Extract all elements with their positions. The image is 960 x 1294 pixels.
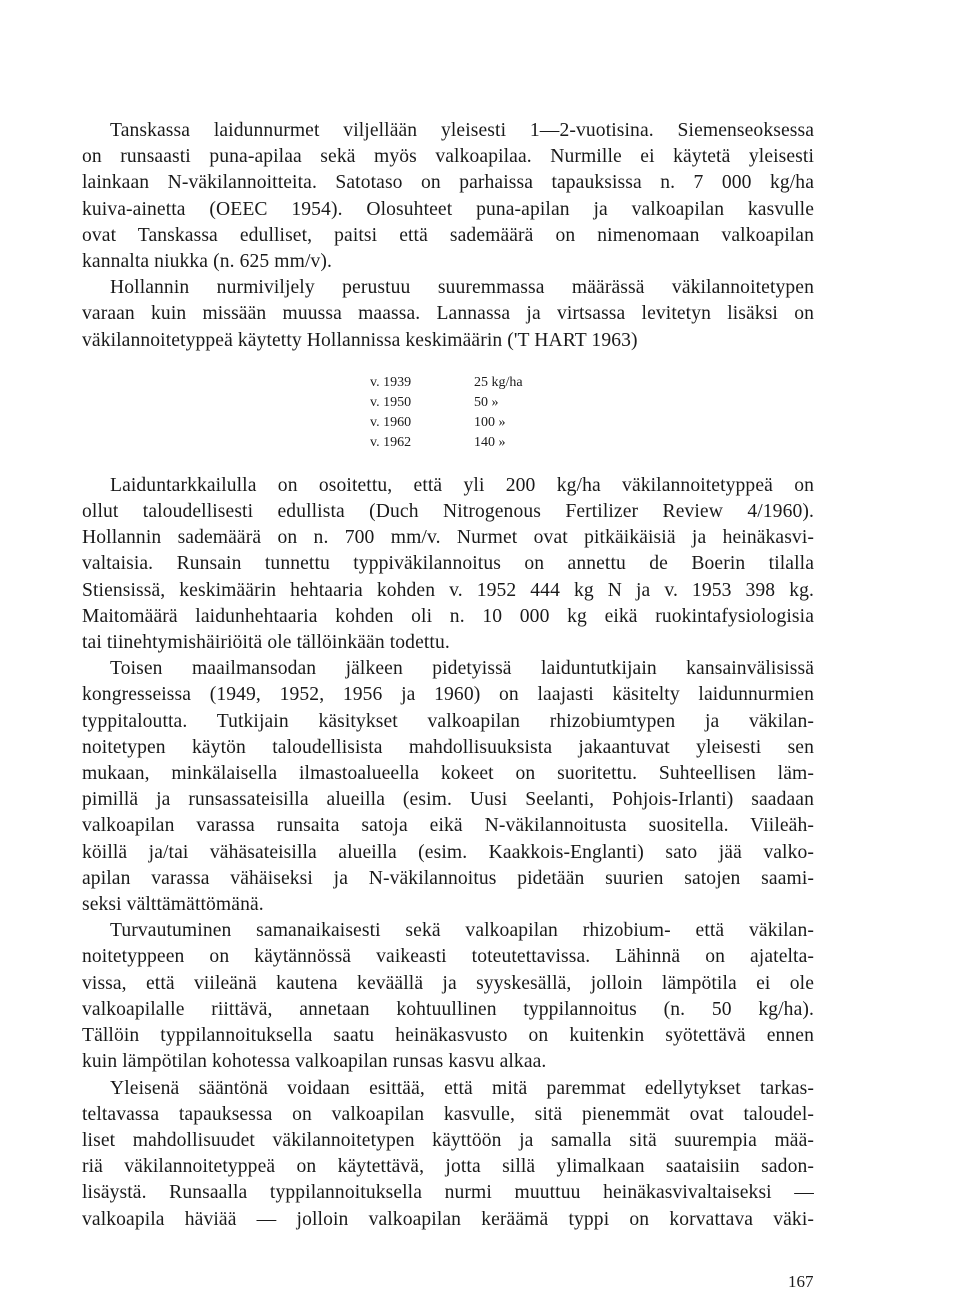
text-line: Yleisenä sääntönä voidaan esittää, että mitä paremmat edellytykset tarkas- bbox=[110, 1077, 814, 1099]
text-line: valtaisia. Runsain tunnettu typpiväkilannoitus on annettu de Boerin tilalla bbox=[82, 553, 814, 575]
text-line: pimillä ja runsassateisilla alueilla (esim. Uusi Seelanti, Pohjois-Irlanti) saadaan bbox=[82, 789, 814, 811]
text-line: väkilannoitetyppeä käytetty Hollannissa keskimäärin ('T HART 1963) bbox=[82, 329, 638, 351]
table-year: v. 1960 bbox=[370, 414, 412, 430]
text-line: Tällöin typpilannoituksella saatu heinäkasvusto on kuitenkin syötettävä ennen bbox=[82, 1025, 814, 1047]
text-line: valkoapilalle riittävä, annetaan kohtuullinen typpilannoitus (n. 50 kg/ha). bbox=[82, 998, 814, 1020]
text-line: ovat Tanskassa edulliset, paitsi että sademäärä on nimenomaan valkoapilan bbox=[82, 224, 814, 246]
text-line: Laiduntarkkailulla on osoitettu, että yli 200 kg/ha väkilannoitetyppeä on bbox=[110, 474, 814, 496]
table-amount: 100 » bbox=[474, 414, 506, 430]
nitrogen-usage-table bbox=[370, 373, 814, 453]
paragraph-6 bbox=[82, 1076, 814, 1233]
text-line: seksi välttämättömänä. bbox=[82, 894, 264, 916]
text-line: Hollannin sademäärä on n. 700 mm/v. Nurmet ovat pitkäikäisiä ja heinäkasvi- bbox=[82, 527, 814, 549]
table-row bbox=[370, 433, 814, 453]
table-amount: 50 » bbox=[474, 394, 499, 410]
text-line: Maitomäärä laidunhehtaaria kohden oli n. 10 000 kg eikä ruokintafysiologisia bbox=[82, 605, 814, 627]
paragraph-5 bbox=[82, 918, 814, 1075]
table-row bbox=[370, 373, 814, 393]
page-body bbox=[82, 118, 814, 1233]
text-line: noitetyppeen on käytännössä vaikeasti toteutettavissa. Lähinnä on ajatelta- bbox=[82, 946, 814, 968]
text-line: kannalta niukka (n. 625 mm/v). bbox=[82, 251, 333, 273]
table-year: v. 1950 bbox=[370, 394, 412, 410]
text-line: Hollannin nurmiviljely perustuu suuremmassa määrässä väkilannoitetypen bbox=[110, 277, 814, 299]
text-line: liset mahdollisuudet väkilannoitetypen käyttöön ja samalla sitä suurempia mää- bbox=[82, 1129, 814, 1151]
text-line: Toisen maailmansodan jälkeen pidetyissä laiduntutkijain kansainvälisissä bbox=[110, 658, 814, 680]
text-line: ollut taloudellisesti edullista (Duch Nitrogenous Fertilizer Review 4/1960). bbox=[82, 501, 814, 523]
page-number: 167 bbox=[788, 1272, 814, 1291]
paragraph-4 bbox=[82, 656, 814, 918]
text-line: kongresseissa (1949, 1952, 1956 ja 1960) on laajasti käsitelty laidunnurmien bbox=[82, 684, 814, 706]
text-line: typpitaloutta. Tutkijain käsitykset valkoapilan rhizobiumtypen ja väkilan- bbox=[82, 710, 814, 732]
table-row bbox=[370, 413, 814, 433]
text-line: köillä ja/tai vähäsateisilla alueilla (esim. Kaakkois-Englanti) sato jää valko- bbox=[82, 841, 814, 863]
text-line: kuin lämpötilan kohotessa valkoapilan runsas kasvu alkaa. bbox=[82, 1051, 547, 1073]
text-line: Stiensissä, keskimäärin hehtaaria kohden v. 1952 444 kg N ja v. 1953 398 kg. bbox=[82, 579, 814, 601]
table-amount: 25 kg/ha bbox=[474, 374, 523, 390]
text-line: lisäystä. Runsaalla typpilannoituksella nurmi muuttuu heinäkasvivaltaiseksi — bbox=[82, 1182, 814, 1204]
table-amount: 140 » bbox=[474, 434, 506, 450]
text-line: lainkaan N-väkilannoitteita. Satotaso on parhaissa tapauksissa n. 7 000 kg/ha bbox=[82, 172, 814, 194]
text-line: apilan varassa vähäiseksi ja N-väkilannoitus pidetään suurien satojen saami- bbox=[82, 867, 814, 889]
table-year: v. 1939 bbox=[370, 374, 412, 390]
text-line: riä väkilannoitetyppeä on käytettävä, jotta sillä ylimalkaan saataisiin sadon- bbox=[82, 1156, 814, 1178]
table-year: v. 1962 bbox=[370, 434, 412, 450]
text-line: vissa, että viileänä kautena keväällä ja syyskesällä, jolloin lämpötila ei ole bbox=[82, 972, 814, 994]
paragraph-2 bbox=[82, 275, 814, 354]
table-row bbox=[370, 393, 814, 413]
text-line: Turvautuminen samanaikaisesti sekä valkoapilan rhizobium- että väkilan- bbox=[110, 920, 814, 942]
text-line: Tanskassa laidunnurmet viljellään yleisesti 1—2-vuotisina. Siemenseoksessa bbox=[110, 120, 814, 141]
text-line: mukaan, minkälaisella ilmastoalueella kokeet on suoritettu. Suhteellisen läm- bbox=[82, 763, 814, 785]
text-line: tai tiinehtymishäiriöitä ole tällöinkään todettu. bbox=[82, 632, 450, 654]
text-line: valkoapilan varassa runsaita satoja eikä N-väkilannoitusta suositella. Viileäh- bbox=[82, 815, 814, 837]
text-line: varaan kuin missään muussa maassa. Lannassa ja virtsassa levitetyn lisäksi on bbox=[82, 303, 814, 325]
text-line: valkoapila häviää — jolloin valkoapilan keräämä typpi on korvattava väki- bbox=[82, 1208, 814, 1230]
text-line: on runsaasti puna-apilaa sekä myös valkoapilaa. Nurmille ei käytetä yleisesti bbox=[82, 146, 814, 168]
text-line: teltavassa tapauksessa on valkoapilan kasvulle, sitä pienemmät ovat taloudel- bbox=[82, 1103, 814, 1125]
text-line: kuiva-ainetta (OEEC 1954). Olosuhteet puna-apilan ja valkoapilan kasvulle bbox=[82, 198, 814, 220]
paragraph-1 bbox=[82, 118, 814, 275]
text-line: noitetypen käytön taloudellisista mahdollisuuksista jakaantuvat yleisesti sen bbox=[82, 736, 814, 758]
paragraph-3 bbox=[82, 473, 814, 656]
